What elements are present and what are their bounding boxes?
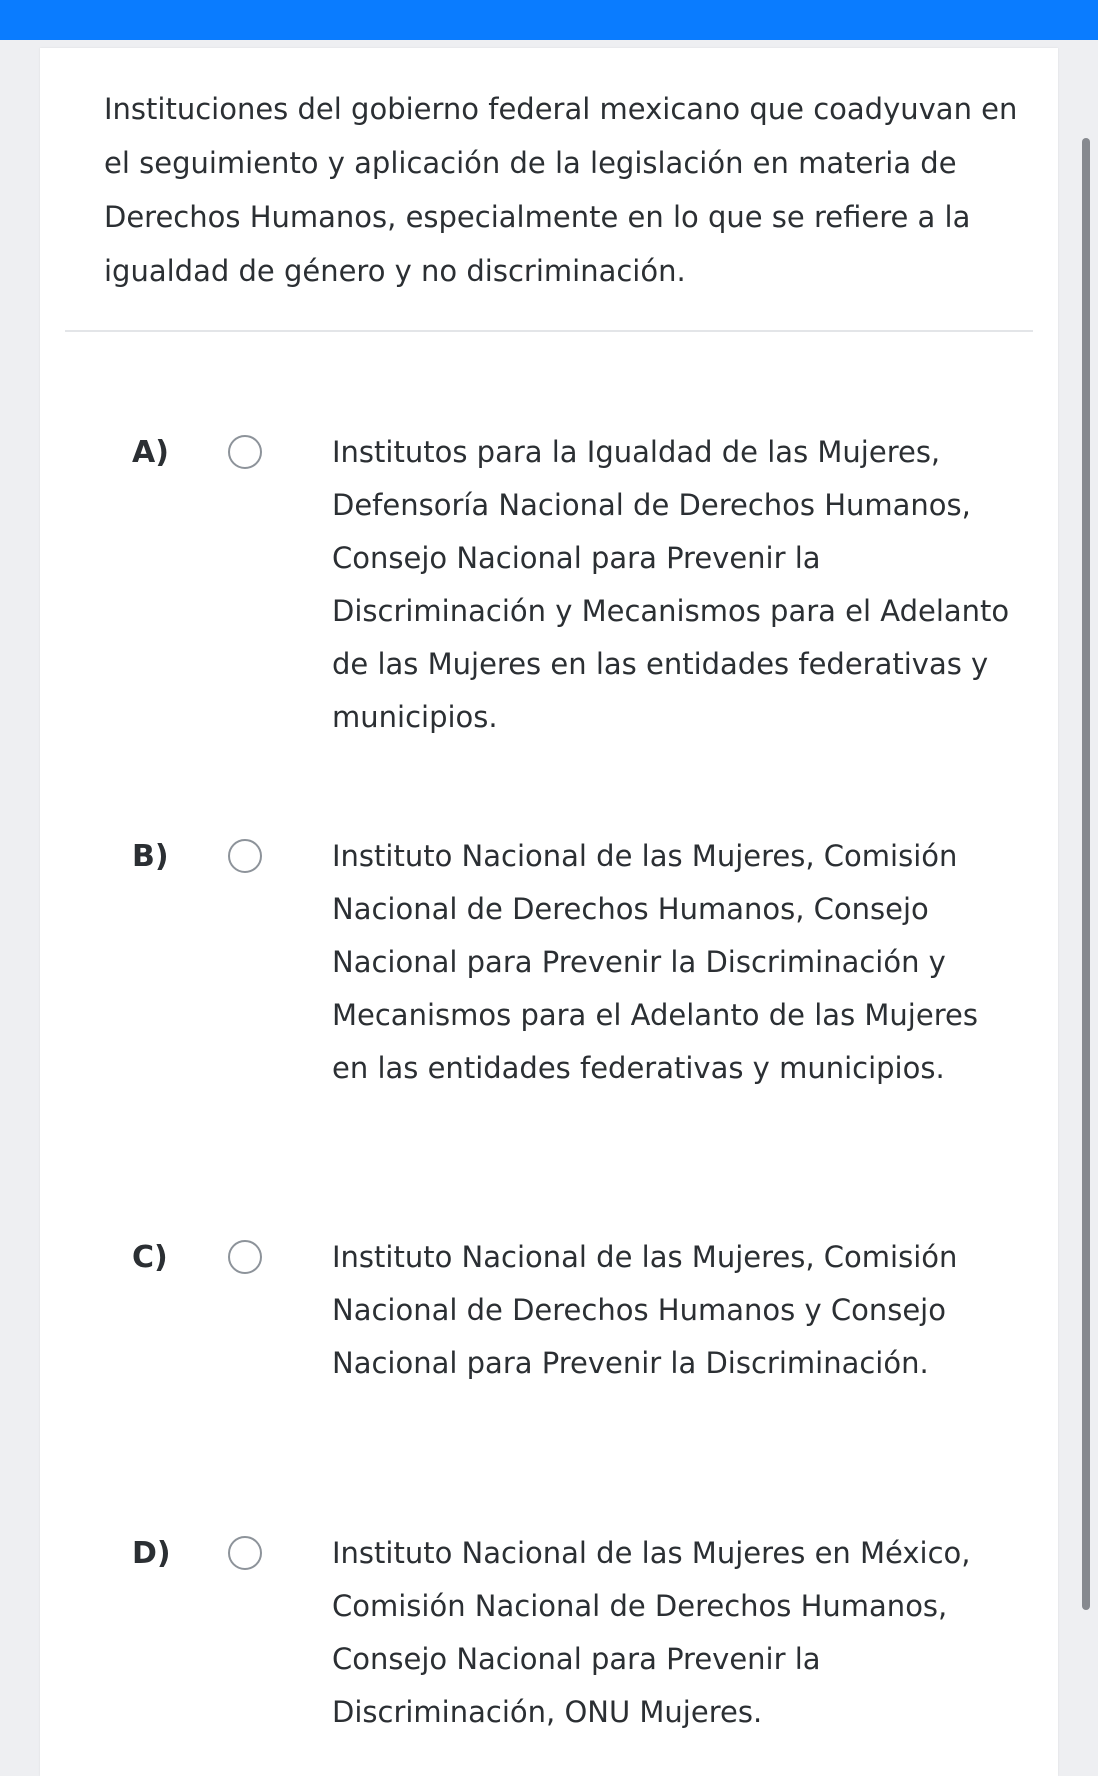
option-c-radio[interactable]	[228, 1240, 262, 1274]
option-c-letter: C)	[132, 1240, 168, 1275]
question-text: Instituciones del gobierno federal mexicano que coadyuvan en el seguimiento y aplicación de la legislación en materia de Derechos Humanos, especialmente en lo que se refiere a la igualdad de género y no discriminación.	[104, 92, 1018, 288]
option-d-letter: D)	[132, 1536, 171, 1571]
option-b-radio[interactable]	[228, 839, 262, 873]
scrollbar[interactable]	[1082, 138, 1090, 1610]
top-bar	[0, 0, 1098, 40]
divider	[65, 330, 1033, 332]
option-b-letter: B)	[132, 839, 169, 874]
option-d-radio[interactable]	[228, 1536, 262, 1570]
option-c-text[interactable]: Instituto Nacional de las Mujeres, Comisión Nacional de Derechos Humanos y Consejo Nacional para Prevenir la Discriminación.	[332, 1240, 958, 1380]
option-d-text[interactable]: Instituto Nacional de las Mujeres en México, Comisión Nacional de Derechos Humanos, Consejo Nacional para Prevenir la Discriminación, ONU Mujeres.	[332, 1536, 971, 1729]
question-card	[40, 48, 1058, 1776]
option-b-text[interactable]: Instituto Nacional de las Mujeres, Comisión Nacional de Derechos Humanos, Consejo Nacional para Prevenir la Discriminación y Mecanismos para el Adelanto de las Mujeres en las entidades federativas y municipios.	[332, 839, 978, 1085]
option-a-text[interactable]: Institutos para la Igualdad de las Mujeres, Defensoría Nacional de Derechos Humanos, Consejo Nacional para Prevenir la Discriminación y Mecanismos para el Adelanto de las Mujeres en las entidades federativas y municipios.	[332, 435, 1010, 734]
option-a-letter: A)	[132, 435, 169, 470]
option-a-radio[interactable]	[228, 435, 262, 469]
